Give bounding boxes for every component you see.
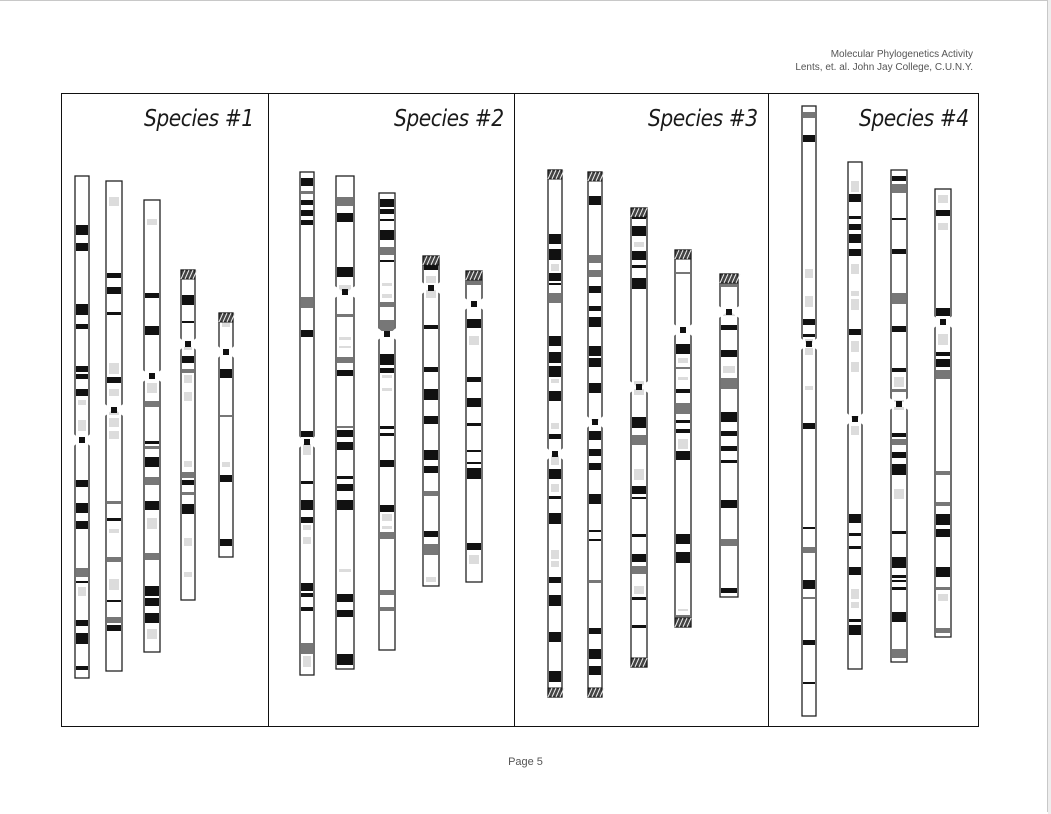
chromosome-band xyxy=(337,430,353,437)
chromosome xyxy=(74,176,90,678)
chromosome-band xyxy=(182,356,194,363)
chromosome-band xyxy=(849,249,861,256)
centromere xyxy=(79,437,85,443)
chromosome-band xyxy=(549,352,561,363)
page-header xyxy=(795,48,973,74)
chromosome-band xyxy=(76,366,88,372)
chromosome-band xyxy=(589,649,601,659)
chromosome-band xyxy=(76,480,88,487)
chromosome-band xyxy=(301,517,313,523)
chromosome-band xyxy=(803,319,815,325)
chromosome-band xyxy=(182,504,194,514)
chromosome-band xyxy=(589,666,601,675)
chromosome xyxy=(547,170,564,697)
chromosome-band xyxy=(803,334,815,337)
chromosome-band xyxy=(145,586,159,596)
chromosome-band xyxy=(589,580,601,583)
chromosome xyxy=(378,193,396,650)
chromosome-band xyxy=(676,367,690,369)
chromosome-band xyxy=(380,247,394,255)
centromere xyxy=(592,419,598,425)
chromosome-band xyxy=(107,617,121,623)
chromosome-band xyxy=(721,460,737,463)
chromosome-band xyxy=(549,293,561,303)
chromosome-band xyxy=(549,577,561,583)
chromosome-band xyxy=(337,654,353,665)
chromosome-band xyxy=(76,503,88,513)
chromosome-band xyxy=(182,480,194,485)
chromosome-band xyxy=(676,429,690,433)
chromosome-band xyxy=(76,521,88,529)
chromosome-band xyxy=(380,260,394,262)
chromosome-set xyxy=(269,94,515,728)
chromosome-band xyxy=(936,210,950,216)
chromosome-band xyxy=(107,518,121,521)
chromosome-band xyxy=(803,580,815,589)
chromosome-band xyxy=(676,389,690,393)
chromosome-band xyxy=(424,531,438,537)
chromosome-band xyxy=(549,513,561,524)
chromosome-band xyxy=(676,552,690,563)
chromosome-band xyxy=(549,496,561,499)
chromosome-band xyxy=(892,389,906,392)
chromosome xyxy=(587,172,604,697)
chromosome-band xyxy=(549,632,561,642)
chromosome-band xyxy=(549,336,561,346)
chromosome-band xyxy=(145,401,159,407)
centromere xyxy=(806,341,812,347)
centromere xyxy=(428,285,434,291)
chromosome-band xyxy=(467,450,481,452)
chromosome-band xyxy=(107,557,121,562)
chromosome-band xyxy=(549,249,561,260)
chromosome-band xyxy=(549,366,561,377)
chromosome-band xyxy=(220,539,232,546)
chromosome-band xyxy=(76,389,88,396)
chromosome-band xyxy=(182,369,194,373)
chromosome-band xyxy=(589,286,601,293)
chromosome-band xyxy=(803,682,815,684)
chromosome-band xyxy=(380,426,394,429)
chromosome-band xyxy=(589,463,601,470)
chromosome-band xyxy=(549,234,561,244)
chromosome-band xyxy=(76,374,88,379)
chromosome-band xyxy=(936,529,950,537)
chromosome-band xyxy=(892,612,906,622)
chromosome-band xyxy=(549,391,561,401)
chromosome-band xyxy=(467,377,481,382)
chromosome-band xyxy=(721,446,737,451)
chromosome-band xyxy=(424,466,438,473)
chromosome-band xyxy=(892,439,906,445)
chromosome-band xyxy=(337,370,353,376)
chromosome-band xyxy=(145,613,159,623)
chromosome-band xyxy=(892,575,906,578)
chromosome-band xyxy=(76,568,88,577)
species-label: Species #2 xyxy=(394,106,504,132)
chromosome-band xyxy=(380,532,394,539)
chromosome-band xyxy=(337,442,353,450)
chromosome-band xyxy=(380,209,394,214)
karyotype-figure xyxy=(61,93,979,727)
chromosome-band xyxy=(589,196,601,205)
chromosome-band xyxy=(76,243,88,251)
chromosome-band xyxy=(589,270,601,277)
chromosome-band xyxy=(676,534,690,544)
chromosome-band xyxy=(632,486,646,494)
chromosome xyxy=(105,181,123,671)
chromosome-band xyxy=(589,306,601,311)
chromosome-band xyxy=(182,472,194,478)
chromosome-band xyxy=(107,312,121,315)
chromosome-band xyxy=(145,293,159,298)
chromosome-band xyxy=(424,416,438,424)
chromosome-band xyxy=(849,546,861,549)
chromosome-band xyxy=(803,527,815,529)
chromosome-set xyxy=(62,94,268,728)
chromosome-band xyxy=(337,594,353,602)
chromosome-band xyxy=(337,426,353,428)
chromosome-band xyxy=(424,325,438,329)
chromosome-band xyxy=(632,417,646,428)
chromosome-band xyxy=(549,469,561,479)
chromosome xyxy=(890,170,908,662)
chromosome-band xyxy=(632,534,646,537)
chromosome-band xyxy=(803,112,815,118)
chromosome-band xyxy=(182,492,194,495)
chromosome-band xyxy=(107,287,121,294)
chromosome-band xyxy=(721,431,737,436)
chromosome-band xyxy=(337,484,353,491)
chromosome-band xyxy=(936,567,950,577)
chromosome-band xyxy=(549,434,561,439)
chromosome xyxy=(630,208,648,667)
chromosome-band xyxy=(936,628,950,633)
chromosome-band xyxy=(380,590,394,595)
chromosome-band xyxy=(467,398,481,407)
chromosome xyxy=(299,172,315,675)
centromere xyxy=(223,349,229,355)
chromosome-band xyxy=(936,352,950,356)
chromosome-band xyxy=(892,433,906,437)
chromosome-band xyxy=(424,450,438,460)
chromosome-band xyxy=(467,319,481,328)
chromosome-band xyxy=(301,481,313,484)
chromosome-band xyxy=(589,494,601,504)
chromosome-band xyxy=(337,610,353,617)
chromosome-band xyxy=(849,514,861,523)
centromere xyxy=(342,289,348,295)
page-edge xyxy=(1047,0,1048,812)
chromosome-band xyxy=(632,497,646,499)
chromosome-band xyxy=(892,293,906,304)
chromosome-band xyxy=(301,210,313,216)
chromosome-band xyxy=(380,368,394,373)
chromosome-band xyxy=(632,554,646,562)
centromere xyxy=(852,416,858,422)
page-number: Page 5 xyxy=(508,756,543,768)
chromosome-band xyxy=(589,255,601,263)
chromosome-band xyxy=(892,557,906,568)
chromosome-band xyxy=(145,441,159,444)
chromosome-band xyxy=(849,216,861,219)
chromosome-band xyxy=(107,501,121,504)
chromosome-band xyxy=(337,197,353,206)
chromosome-band xyxy=(589,628,601,634)
chromosome-band xyxy=(380,320,394,331)
centromere xyxy=(940,319,946,325)
centromere xyxy=(636,384,642,390)
chromosome-band xyxy=(803,640,815,645)
chromosome-band xyxy=(936,502,950,506)
chromosome-band xyxy=(892,531,906,534)
chromosome-band xyxy=(849,194,861,202)
chromosome-band xyxy=(145,598,159,606)
chromosome-band xyxy=(76,620,88,626)
chromosome-band xyxy=(220,415,232,417)
chromosome-band xyxy=(589,358,601,367)
species-panel-4 xyxy=(768,94,977,726)
chromosome-band xyxy=(424,491,438,496)
chromosome-band xyxy=(301,607,313,611)
chromosome-band xyxy=(107,600,121,602)
chromosome-band xyxy=(936,587,950,590)
chromosome-band xyxy=(424,389,438,400)
chromosome-band xyxy=(589,383,601,393)
chromosome-band xyxy=(936,308,950,316)
chromosome-band xyxy=(892,464,906,475)
centromere xyxy=(680,327,686,333)
centromere xyxy=(552,451,558,457)
chromosome-band xyxy=(721,378,737,389)
chromosome-band xyxy=(632,566,646,574)
chromosome-band xyxy=(424,367,438,372)
chromosome-band xyxy=(301,583,313,591)
chromosome-band xyxy=(337,314,353,317)
chromosome-band xyxy=(145,457,159,467)
chromosome-band xyxy=(632,435,646,445)
species-panel-3 xyxy=(514,94,768,726)
chromosome-band xyxy=(380,302,394,307)
chromosome-band xyxy=(849,567,861,575)
chromosome-band xyxy=(892,218,906,220)
chromosome-band xyxy=(589,431,601,440)
species-label: Species #1 xyxy=(144,106,254,132)
chromosome xyxy=(934,189,952,637)
chromosome-band xyxy=(936,471,950,475)
chromosome-band xyxy=(301,220,313,225)
centromere xyxy=(471,301,477,307)
chromosome-band xyxy=(589,346,601,356)
chromosome-band xyxy=(892,649,906,658)
chromosome-band xyxy=(549,595,561,606)
species-panel-1 xyxy=(62,94,268,726)
chromosome-band xyxy=(849,533,861,536)
chromosome-band xyxy=(676,344,690,354)
chromosome-band xyxy=(892,580,906,582)
chromosome-band xyxy=(76,225,88,235)
chromosome-band xyxy=(803,423,815,429)
chromosome-band xyxy=(182,321,194,323)
chromosome-band xyxy=(380,607,394,611)
chromosome-band xyxy=(380,505,394,512)
chromosome-band xyxy=(892,249,906,254)
species-label: Species #4 xyxy=(859,106,969,132)
chromosome-band xyxy=(589,449,601,456)
chromosome-band xyxy=(676,272,690,274)
chromosome-band xyxy=(220,475,232,482)
chromosome-band xyxy=(301,500,313,510)
chromosome-band xyxy=(632,265,646,268)
chromosome-band xyxy=(145,501,159,510)
chromosome-band xyxy=(107,377,121,383)
chromosome-band xyxy=(145,326,159,335)
chromosome-band xyxy=(467,543,481,550)
chromosome-band xyxy=(721,325,737,330)
header-credit: Lents, et. al. John Jay College, C.U.N.Y. xyxy=(795,62,973,73)
chromosome-band xyxy=(301,643,313,654)
chromosome-band xyxy=(107,625,121,631)
chromosome-band xyxy=(76,633,88,644)
centromere xyxy=(896,401,902,407)
chromosome-band xyxy=(632,226,646,236)
chromosome-band xyxy=(76,666,88,670)
chromosome xyxy=(335,176,355,669)
chromosome xyxy=(143,200,161,652)
chromosome-band xyxy=(721,350,737,357)
chromosome-band xyxy=(721,500,737,508)
chromosome-band xyxy=(380,230,394,240)
centromere xyxy=(304,439,310,445)
species-panel-2 xyxy=(268,94,514,726)
chromosome-band xyxy=(301,297,313,308)
chromosome-band xyxy=(337,267,353,277)
chromosome-band xyxy=(849,234,861,243)
centromere xyxy=(185,341,191,347)
centromere xyxy=(111,407,117,413)
chromosome-band xyxy=(676,420,690,423)
chromosome-band xyxy=(380,199,394,207)
chromosome-band xyxy=(721,588,737,593)
chromosome-set xyxy=(769,94,978,728)
chromosome-band xyxy=(803,597,815,599)
chromosome-band xyxy=(337,213,353,222)
chromosome-band xyxy=(301,330,313,337)
chromosome-band xyxy=(145,477,159,485)
chromosome-band xyxy=(892,184,906,193)
chromosome-band xyxy=(76,324,88,329)
chromosome-band xyxy=(632,597,646,600)
chromosome-band xyxy=(549,283,561,285)
chromosome-band xyxy=(301,200,313,205)
chromosome-band xyxy=(632,278,646,289)
page-edge xyxy=(0,0,1051,1)
chromosome-band xyxy=(467,468,481,479)
chromosome-band xyxy=(337,500,353,510)
chromosome-band xyxy=(549,671,561,682)
chromosome-band xyxy=(892,452,906,458)
species-label: Species #3 xyxy=(648,106,758,132)
chromosome-band xyxy=(380,219,394,221)
chromosome-band xyxy=(220,369,232,378)
chromosome-band xyxy=(589,317,601,327)
centromere xyxy=(384,331,390,337)
chromosome-band xyxy=(632,251,646,260)
chromosome-band xyxy=(380,433,394,436)
chromosome-band xyxy=(182,295,194,305)
chromosome-band xyxy=(892,368,906,372)
chromosome-band xyxy=(467,462,481,464)
chromosome-band xyxy=(107,273,121,278)
chromosome xyxy=(180,270,197,600)
chromosome-band xyxy=(892,587,906,590)
chromosome xyxy=(218,313,235,557)
chromosome-band xyxy=(849,619,861,622)
chromosome-band xyxy=(301,191,313,194)
chromosome xyxy=(422,256,440,586)
chromosome-band xyxy=(936,359,950,367)
chromosome-band xyxy=(892,176,906,181)
centromere xyxy=(726,309,732,315)
chromosome-band xyxy=(936,514,950,525)
chromosome-band xyxy=(721,412,737,422)
chromosome-band xyxy=(676,403,690,414)
chromosome-band xyxy=(849,224,861,230)
chromosome xyxy=(674,250,692,627)
chromosome-band xyxy=(301,431,313,437)
chromosome-band xyxy=(549,273,561,281)
chromosome-band xyxy=(849,625,861,635)
chromosome-band xyxy=(301,178,313,186)
chromosome-band xyxy=(337,357,353,363)
chromosome-band xyxy=(145,553,159,560)
chromosome-band xyxy=(936,370,950,379)
chromosome-band xyxy=(721,539,737,546)
chromosome-band xyxy=(337,476,353,479)
chromosome-band xyxy=(589,539,601,541)
chromosome xyxy=(847,162,863,669)
chromosome xyxy=(719,274,740,597)
chromosome-band xyxy=(632,625,646,628)
chromosome xyxy=(801,106,817,716)
chromosome-band xyxy=(849,329,861,335)
chromosome-band xyxy=(76,304,88,315)
chromosome-band xyxy=(803,135,815,142)
chromosome-band xyxy=(467,423,481,426)
chromosome-band xyxy=(892,326,906,332)
chromosome-band xyxy=(301,593,313,597)
chromosome-band xyxy=(145,446,159,449)
chromosome xyxy=(465,271,483,582)
chromosome-set xyxy=(515,94,769,728)
chromosome-band xyxy=(803,547,815,553)
chromosome-band xyxy=(424,544,438,555)
chromosome-band xyxy=(589,530,601,532)
chromosome-band xyxy=(76,581,88,583)
chromosome-band xyxy=(380,460,394,467)
chromosome-band xyxy=(380,354,394,365)
header-title: Molecular Phylogenetics Activity xyxy=(830,49,973,60)
centromere xyxy=(149,373,155,379)
chromosome-band xyxy=(676,451,690,460)
